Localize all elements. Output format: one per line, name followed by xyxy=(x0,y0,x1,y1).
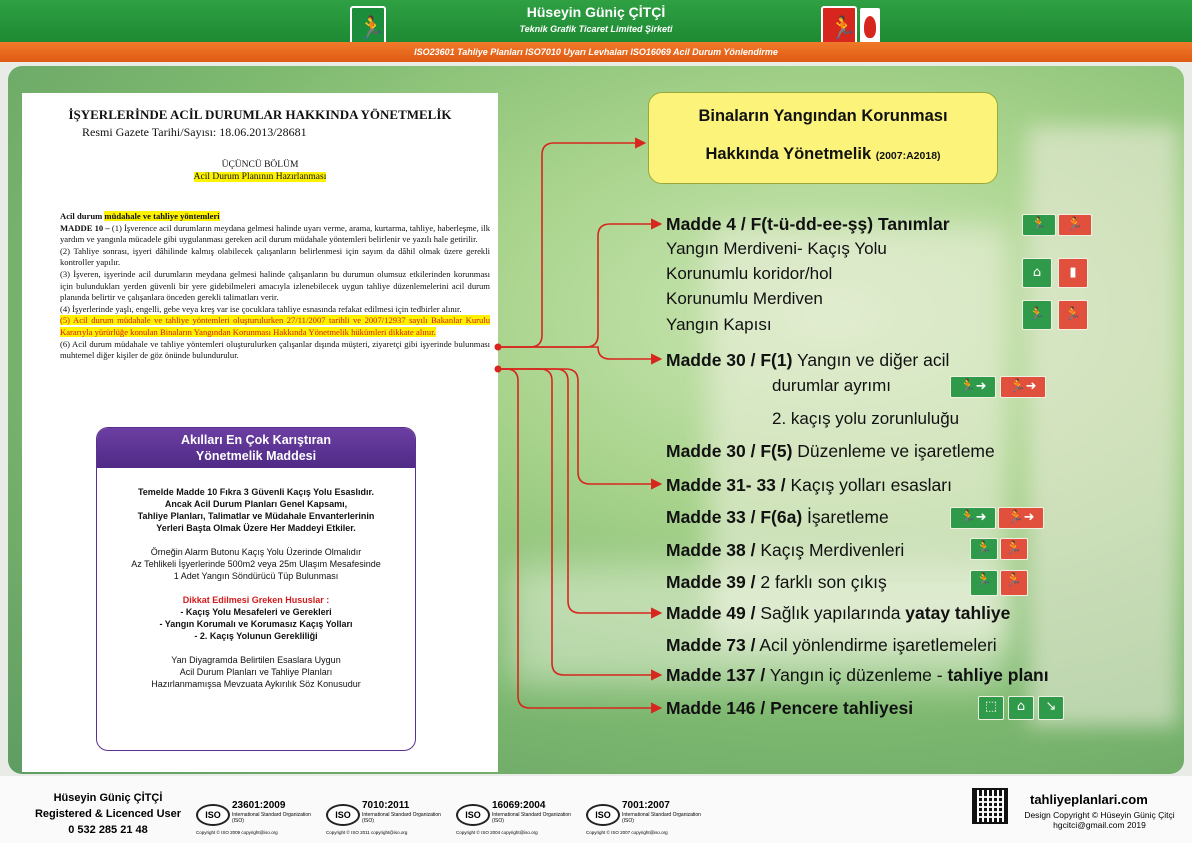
iso-badge-23601: ISO 23601:2009 International Standard Organization (ISO) Copyright © ISO 2009 copyright@iso.org xyxy=(196,800,311,835)
fire-exit-icon: 🏃 xyxy=(821,6,857,50)
arrow-right-icon: 🏃➜ xyxy=(950,376,996,398)
subitem-fire-door: Yangın Kapısı xyxy=(666,315,772,334)
fire-exit-icon: 🏃 xyxy=(1058,300,1088,330)
door-exit-icon: 🏃 xyxy=(970,570,998,596)
qr-code-icon[interactable] xyxy=(972,788,1008,824)
article-31-33: Madde 31- 33 / Kaçış yolları esasları xyxy=(666,475,952,495)
article-38: Madde 38 / Kaçış Merdivenleri xyxy=(666,540,905,560)
iso-badge-7010: ISO 7010:2011 International Standard Organization (ISO) Copyright © ISO 2011 copyright@iso.org xyxy=(326,800,441,835)
arrow-right-icon: 🏃➜ xyxy=(998,507,1044,529)
stairs-exit-icon: ⌂ xyxy=(1008,696,1034,720)
iso-badge-16069: ISO 16069:2004 International Standard Organization (ISO) Copyright © ISO 2004 copyright@iso.org xyxy=(456,800,571,835)
document-body: Acil durum müdahale ve tahliye yöntemleri MADDE 10 – (1) İşverence acil durumların meydana gelmesi halinde uyarı verme, arama, kurtarma, tahliye, haberleşme, ilk yardım ve yangınla mücadele gibi uygulanması gereken acil durum müdahale yöntemleri belirlenir ve yazılı hale getirilir. (2) Tahliye sonrası, işyeri dâhilinde kalmış olabilecek çalışanların belirlenmesi için sayım da dâhil olmak üzere gerekli kontroller yapılır. (3) İşveren, işyerinde acil durumların meydana gelmesi halinde çalışanların bu durumun olumsuz etkilerinden korunması için bulundukları yerden güvenli bir yere gidebilmeleri amacıyla izlenebilecek uygun tahliye düzenlemelerini acil durum planında belirtir ve çalışanlara önceden gerekli talimatları verir. (4) İşyerlerinde yaşlı, engelli, gebe veya kreş var ise çocuklara tahliye esnasında refakat edilmesi için tedbirler alınır. (5) Acil durum müdahale ve tahliye yöntemleri oluşturulurken 27/11/2007 tarihli ve 2007/12937 sayılı Bakanlar Kurulu Kararıyla yürürlüğe konulan Binaların Yangından Korunması Hakkında Yönetmelik hükümleri dikkate alınır. (6) Acil durum müdahale ve tahliye yöntemleri oluşturulurken çalışanlar dışında müşteri, ziyaretçi gibi işyerinde bulunması muhtemel diğer kişiler de göz önünde bulundurulur. xyxy=(60,211,490,361)
header-standards: ISO23601 Tahliye Planları ISO7010 Uyarı Levhaları ISO16069 Acil Durum Yönlendirme xyxy=(0,42,1192,62)
highlighted-paragraph: (5) Acil durum müdahale ve tahliye yöntemleri oluşturulurken 27/11/2007 tarihli ve 2007/12937 sayılı Bakanlar Kurulu Kararıyla yürürlüğe konulan Binaların Yangından Korunması Hakkında Yönetmelik hükümleri dikkate alınır. xyxy=(60,315,490,337)
document-gazette: Resmi Gazete Tarihi/Sayısı: 18.06.2013/28681 xyxy=(82,125,307,139)
running-man-exit-icon: 🏃 xyxy=(350,6,386,50)
subitem-protected-stairs: Korunumlu Merdiven xyxy=(666,289,823,308)
article-30-5: Madde 30 / F(5) Düzenleme ve işaretleme xyxy=(666,441,995,461)
info-box-body: Temelde Madde 10 Fıkra 3 Güvenli Kaçış Yolu Esaslıdır. Ancak Acil Durum Planları Genel Kapsamı, Tahliye Planları, Talimatlar ve Müdahale Envanterlerinin Yerleri Başta Olmak Üzere Her Maddeyi Etkiler. Örneğin Alarm Butonu Kaçış Yolu Üzerinde Olmalıdır Az Tehlikeli İşyerlerinde 500m2 veya 25m Ulaşım Mesafesinde 1 Adet Yangın Söndürücü Tüp Bulunması Dikkat Edilmesi Greken Hususlar : - Kaçış Yolu Mesafeleri ve Gerekleri - Yangın Korumalı ve Korumasız Kaçış Yolları - 2. Kaçış Yolunun Gerekliliği Yan Diyagramda Belirtilen Esaslara Uygun Acil Durum Planları ve Tahliye Planları Hazırlanmamışsa Mevzuata Aykırılık Söz Konusudur xyxy=(131,487,381,689)
article-73: Madde 73 / Acil yönlendirme işaretlemeleri xyxy=(666,635,997,655)
door-exit-icon: 🏃 xyxy=(1022,214,1056,236)
fire-door-icon: ▮ xyxy=(1058,258,1088,288)
article-4: Madde 4 / F(t-ü-dd-ee-şş) Tanımlar xyxy=(666,214,950,234)
document-section-title: Acil Durum Planının Hazırlanması xyxy=(193,172,327,182)
info-box-title: Akılları En Çok Karıştıran Yönetmelik Maddesi xyxy=(97,428,415,468)
window-exit-icon: ↘ xyxy=(1038,696,1064,720)
subitem-second-exit: 2. kaçış yolu zorunluluğu xyxy=(772,409,960,428)
window-exit-icon: ⬚ xyxy=(978,696,1004,720)
running-man-exit-icon: 🏃 xyxy=(1022,300,1052,330)
footer-contact: Hüseyin Güniç ÇİTÇİ Registered & Licenced User 0 532 285 21 48 xyxy=(34,792,182,836)
footer-copyright: Design Copyright © Hüseyin Güniç Çitçi hgcitci@gmail.com 2019 xyxy=(1024,810,1175,830)
document-section: ÜÇÜNCÜ BÖLÜM xyxy=(221,160,299,170)
article-49: Madde 49 / Sağlık yapılarında yatay tahliye xyxy=(666,603,1011,623)
document-title: İŞYERLERİNDE ACİL DURUMLAR HAKKINDA YÖNETMELİK xyxy=(68,107,452,122)
article-30-1: Madde 30 / F(1) Yangın ve diğer acil xyxy=(666,350,950,370)
iso-badge-7001: ISO 7001:2007 International Standard Organization (ISO) Copyright © ISO 2007 copyright@iso.org xyxy=(586,800,701,835)
door-exit-icon: 🏃 xyxy=(1000,570,1028,596)
subitem-emergency-separation: durumlar ayrımı xyxy=(772,376,892,395)
stairs-exit-icon: 🏃 xyxy=(1000,538,1028,560)
info-box xyxy=(96,427,416,751)
article-39: Madde 39 / 2 farklı son çıkış xyxy=(666,572,887,592)
subitem-fire-stairs: Yangın Merdiveni- Kaçış Yolu xyxy=(666,239,887,258)
fire-exit-icon: 🏃 xyxy=(1058,214,1092,236)
stairs-exit-icon: 🏃 xyxy=(970,538,998,560)
article-137: Madde 137 / Yangın iç düzenleme - tahliye planı xyxy=(666,665,1049,685)
footer xyxy=(0,776,1192,843)
regulation-document xyxy=(22,93,498,772)
stairs-exit-icon: ⌂ xyxy=(1022,258,1052,288)
website-link[interactable]: tahliyeplanlari.com xyxy=(1030,792,1148,807)
subitem-protected-corridor: Korunumlu koridor/hol xyxy=(666,264,833,283)
header xyxy=(0,0,1192,62)
article-146: Madde 146 / Pencere tahliyesi xyxy=(666,698,914,718)
arrow-right-icon: 🏃➜ xyxy=(1000,376,1046,398)
article-33-6a: Madde 33 / F(6a) İşaretleme xyxy=(666,507,889,527)
header-company: Teknik Grafik Ticaret Limited Şirketi xyxy=(519,24,673,34)
arrow-right-icon: 🏃➜ xyxy=(950,507,996,529)
header-name: Hüseyin Güniç ÇİTÇİ xyxy=(526,4,666,20)
regulation-headline: Binaların Yangından Korunması Hakkında Yönetmelik (2007:A2018) xyxy=(648,92,998,184)
